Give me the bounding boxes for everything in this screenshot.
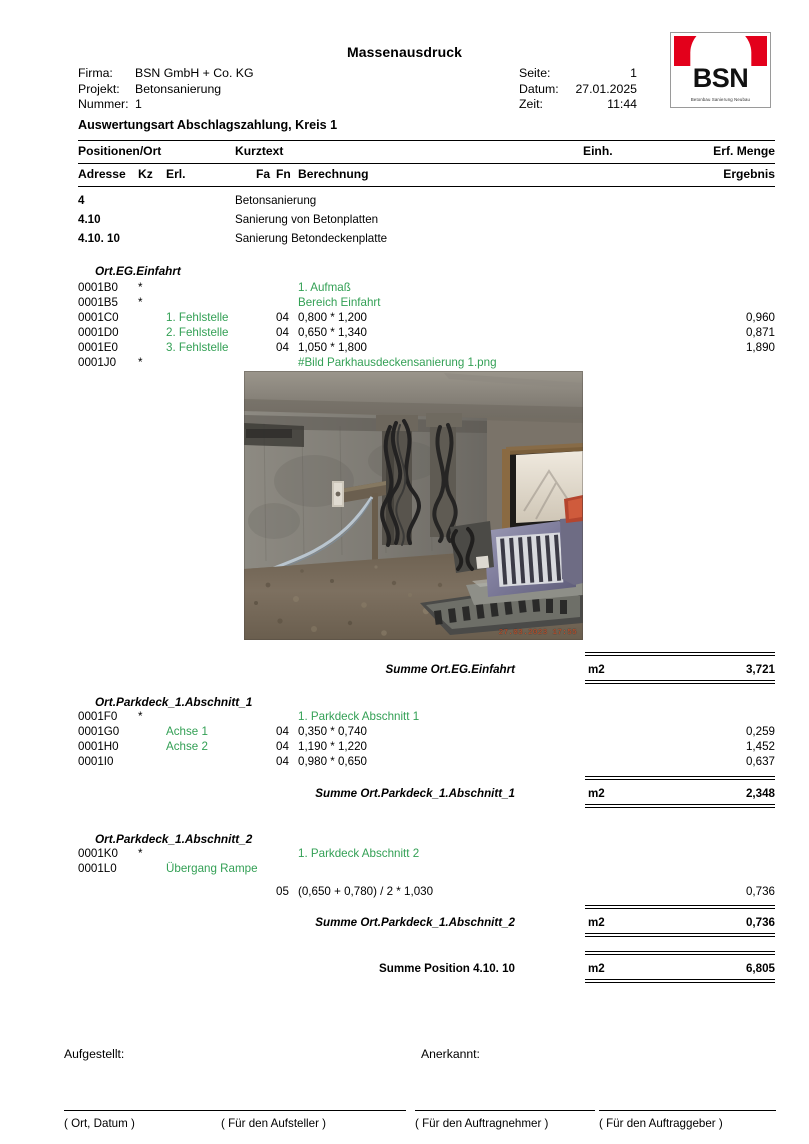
row-berechnung: 0,800 * 1,200	[298, 311, 367, 324]
row-ergebnis: 0,871	[745, 326, 775, 339]
summary-rule-bottom	[585, 804, 775, 808]
row-adresse: 0001H0	[78, 740, 119, 753]
row-ergebnis: 0,637	[745, 755, 775, 768]
row-kz: *	[138, 281, 143, 294]
colhead-berechnung: Berechnung	[298, 167, 369, 181]
projekt-value: Betonsanierung	[135, 81, 222, 96]
row-ergebnis: 0,259	[745, 725, 775, 738]
projekt-label: Projekt:	[78, 81, 120, 96]
colhead-kz: Kz	[138, 167, 153, 181]
meta-row-datum	[519, 82, 637, 98]
row-erl: 2. Fehlstelle	[166, 326, 229, 339]
colhead-erl: Erl.	[166, 167, 186, 181]
position-text: Sanierung Betondeckenplatte	[235, 232, 388, 245]
signature-line	[221, 1110, 406, 1111]
evaluation-heading: Auswertungsart Abschlagszahlung, Kreis 1	[78, 118, 338, 132]
nummer-label: Nummer:	[78, 97, 129, 112]
row-erl: Achse 2	[166, 740, 208, 753]
meta-row-seite	[519, 66, 637, 82]
summary-value: 2,348	[745, 787, 775, 800]
row-fn: 04	[276, 740, 289, 753]
meta-row-zeit	[519, 97, 637, 113]
photo-timestamp: 27.03.2023 17:55	[498, 629, 577, 637]
position-total-value: 6,805	[745, 962, 775, 975]
site-photo-image	[244, 371, 583, 640]
summary-rule-bottom	[585, 680, 775, 684]
row-ergebnis: 0,736	[745, 885, 775, 898]
row-berechnung: 1. Aufmaß	[298, 281, 351, 294]
row-berechnung: 1. Parkdeck Abschnitt 1	[298, 710, 420, 723]
position-total-rule-bottom	[585, 979, 775, 983]
row-adresse: 0001C0	[78, 311, 119, 324]
header-rule-middle	[78, 163, 775, 164]
colhead-positionen-ort: Positionen/Ort	[78, 144, 162, 158]
page-title: Massenausdruck	[346, 44, 462, 60]
row-erl: 3. Fehlstelle	[166, 341, 229, 354]
meta-row-nummer	[78, 97, 254, 113]
row-fn: 04	[276, 341, 289, 354]
row-fn: 04	[276, 326, 289, 339]
row-berechnung: 1. Parkdeck Abschnitt 2	[298, 847, 420, 860]
summary-rule-top	[585, 776, 775, 780]
row-kz: *	[138, 356, 143, 369]
site-photo	[244, 371, 583, 640]
summary-label: Summe Ort.Parkdeck_1.Abschnitt_1	[315, 787, 515, 800]
row-ergebnis: 1,452	[745, 740, 775, 753]
row-adresse: 0001B0	[78, 281, 118, 294]
row-adresse: 0001F0	[78, 710, 118, 723]
signature-caption: ( Für den Auftraggeber )	[599, 1117, 723, 1130]
position-number: 4	[78, 194, 85, 207]
signature-line	[64, 1110, 221, 1111]
colhead-ergebnis: Ergebnis	[723, 167, 775, 181]
row-erl: 1. Fehlstelle	[166, 311, 229, 324]
colhead-kurztext: Kurztext	[235, 144, 284, 158]
row-ergebnis: 0,960	[745, 311, 775, 324]
bsn-logo	[670, 32, 771, 108]
colhead-fa: Fa	[256, 167, 271, 181]
logo-dome-shape	[690, 36, 751, 66]
summary-rule-bottom	[585, 933, 775, 937]
row-adresse: 0001B5	[78, 296, 118, 309]
position-total-label: Summe Position 4.10. 10	[379, 962, 515, 975]
signature-caption: ( Ort, Datum )	[64, 1117, 135, 1130]
seite-value: 1	[630, 66, 637, 80]
row-adresse: 0001K0	[78, 847, 118, 860]
row-erl: Übergang Rampe	[166, 862, 258, 875]
row-berechnung: Bereich Einfahrt	[298, 296, 381, 309]
row-kz: *	[138, 847, 143, 860]
summary-label: Summe Ort.Parkdeck_1.Abschnitt_2	[315, 916, 515, 929]
row-fn: 04	[276, 725, 289, 738]
meta-row-firma	[78, 66, 254, 82]
colhead-adresse: Adresse	[78, 167, 126, 181]
ort-block-title: Ort.Parkdeck_1.Abschnitt_1	[95, 695, 253, 709]
firma-value: BSN GmbH + Co. KG	[135, 66, 254, 80]
row-berechnung: 1,190 * 1,220	[298, 740, 367, 753]
seite-label: Seite:	[519, 66, 551, 80]
row-fn: 04	[276, 311, 289, 324]
header-rule-bottom	[78, 186, 775, 187]
position-total-rule-top	[585, 951, 775, 955]
nummer-value: 1	[135, 97, 142, 112]
row-berechnung: 1,050 * 1,800	[298, 341, 367, 354]
ort-block-title: Ort.Parkdeck_1.Abschnitt_2	[95, 832, 253, 846]
position-number: 4.10	[78, 213, 101, 226]
row-berechnung: 0,350 * 0,740	[298, 725, 367, 738]
position-text: Sanierung von Betonplatten	[235, 213, 379, 226]
summary-unit: m2	[588, 663, 605, 676]
position-total-unit: m2	[588, 962, 605, 975]
row-adresse: 0001J0	[78, 356, 117, 369]
signature-line	[415, 1110, 595, 1111]
colhead-fn: Fn	[276, 167, 291, 181]
document-meta-left	[78, 66, 254, 113]
row-kz: *	[138, 710, 143, 723]
position-number: 4.10. 10	[78, 232, 120, 245]
summary-unit: m2	[588, 787, 605, 800]
signature-caption: ( Für den Aufsteller )	[221, 1117, 327, 1130]
summary-rule-top	[585, 905, 775, 909]
row-fn: 05	[276, 885, 289, 898]
row-berechnung: (0,650 + 0,780) / 2 * 1,030	[298, 885, 434, 898]
datum-value: 27.01.2025	[575, 81, 637, 96]
summary-value: 3,721	[745, 663, 775, 676]
zeit-value: 11:44	[607, 97, 637, 112]
document-meta-right	[519, 66, 637, 113]
row-erl: Achse 1	[166, 725, 208, 738]
row-berechnung: 0,980 * 0,650	[298, 755, 367, 768]
logo-subline: Betonbau Sanierung Neubau	[690, 96, 751, 103]
logo-red-field	[674, 36, 767, 66]
position-text: Betonsanierung	[235, 194, 317, 207]
zeit-label: Zeit:	[519, 97, 543, 112]
anerkannt-label: Anerkannt:	[421, 1047, 480, 1061]
datum-label: Datum:	[519, 81, 559, 96]
row-adresse: 0001L0	[78, 862, 117, 875]
summary-unit: m2	[588, 916, 605, 929]
meta-row-projekt	[78, 82, 254, 98]
ort-block-title: Ort.EG.Einfahrt	[95, 264, 181, 278]
row-ergebnis: 1,890	[745, 341, 775, 354]
row-image-reference: #Bild Parkhausdeckensanierung 1.png	[298, 356, 497, 369]
row-adresse: 0001G0	[78, 725, 120, 738]
row-adresse: 0001E0	[78, 341, 118, 354]
colhead-einh: Einh.	[583, 144, 613, 158]
signature-caption: ( Für den Auftragnehmer )	[415, 1117, 549, 1130]
summary-label: Summe Ort.EG.Einfahrt	[385, 663, 515, 676]
row-adresse: 0001D0	[78, 326, 119, 339]
row-kz: *	[138, 296, 143, 309]
row-adresse: 0001I0	[78, 755, 114, 768]
aufgestellt-label: Aufgestellt:	[64, 1047, 125, 1061]
colhead-erf-menge: Erf. Menge	[713, 144, 775, 158]
row-fn: 04	[276, 755, 289, 768]
summary-rule-top	[585, 652, 775, 656]
logo-wordmark: BSN	[692, 63, 749, 94]
header-rule-top	[78, 140, 775, 141]
row-berechnung: 0,650 * 1,340	[298, 326, 367, 339]
firma-label: Firma:	[78, 66, 113, 80]
summary-value: 0,736	[745, 916, 775, 929]
signature-line	[599, 1110, 776, 1111]
